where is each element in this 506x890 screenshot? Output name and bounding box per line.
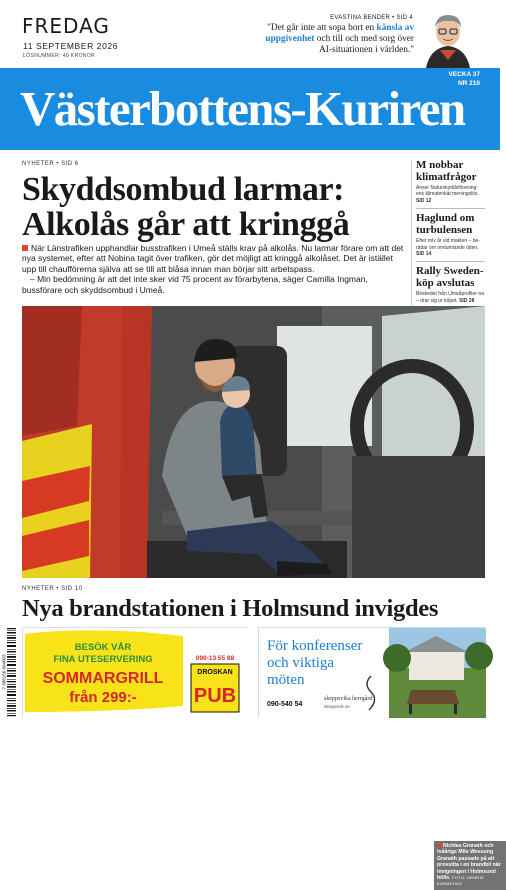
main-headline-line1: Skyddsombud larmar: (22, 171, 345, 208)
ad-right-brand-url: skeppsvik.se (324, 704, 350, 709)
barcode-number: 7 388156 604003 (1, 654, 7, 690)
rail-item-title: M nobbar klimatfrågor (416, 159, 477, 183)
ad-right-line1: För konferenser (267, 638, 363, 654)
issue-price: LÖSNUMMER: 40 KRONOR (23, 53, 96, 59)
ad-sommargrill[interactable] (22, 627, 248, 717)
newspaper-title[interactable]: Västerbottens-Kuriren (20, 81, 465, 136)
photo-credit: FOTO: HENRIK KARMEHAG (437, 875, 484, 887)
issue-number (448, 70, 480, 88)
barcode (2, 626, 16, 718)
columnist-portrait[interactable] (418, 10, 478, 68)
teaser-quote-end: och till och med sorg över AI-situationen i världen." (314, 34, 414, 55)
rail-item-page: SID 12 (416, 197, 432, 204)
issue-nr: NR 210 (457, 80, 480, 87)
rail-item[interactable] (416, 213, 485, 262)
photo-caption (434, 841, 506, 890)
ad-left-line3: SOMMARGRILL (42, 670, 164, 687)
photo-caption-text: Nichlas Granath och tvåårige Milo Wessung Granath passade på att provsitta i en brandbil när invigningen i Holmsund hölls. (437, 843, 501, 882)
ad-right-line3: möten (267, 672, 305, 688)
ad-left-brand-top: DROSKAN (197, 669, 233, 676)
rail-item-text: Beskedet från Umeåprofiler-na – drar sig ur köpet. SID 28 (416, 291, 485, 304)
rail-item[interactable] (416, 266, 485, 309)
ad-skeppsvika[interactable] (258, 627, 485, 717)
right-rail (411, 160, 485, 313)
top-bar (0, 0, 500, 68)
main-story-kicker: NYHETER • SID 6 (22, 161, 79, 167)
ad-right-brand: skeppsvika herrgård (324, 696, 373, 702)
ad-right-phone: 090-540 54 (267, 701, 303, 708)
main-headline-line2: Alkolås går att kringgå (22, 206, 350, 243)
rail-item-text: Efter tolv år vid makten – be-rättar om omtumlande tiden. SID 14 (416, 238, 480, 258)
masthead (0, 68, 500, 150)
red-bullet-icon (22, 245, 28, 251)
issue-week: VECKA 37 (448, 71, 480, 78)
ad-left-line1: BESÖK VÅR (74, 642, 132, 653)
teaser-kicker: EVASTINA BENDER • SID 4 (330, 15, 413, 21)
ad-left-phone: 090-13 55 88 (195, 655, 235, 662)
teaser-quote-highlight: känsla av uppgivenhet (265, 23, 414, 44)
rail-item[interactable] (416, 160, 485, 209)
rail-item-title: Rally Sweden-köp avslutas (416, 265, 484, 289)
lead-paragraph-1: När Länstrafiken upphandlar busstrafiken i Umeå ställs krav på alkolås. Nu larmar förare om att det nya systemet, efter att Nobina tagit över trafiken, gör det möjligt att kringgå alkolåset. Det är istället upp till chaufförerna själva att se till att blåsa innan man börjar sitt arbetspass. (22, 243, 404, 274)
rail-item-text: Anser Naturskyddsförening-ens klimatenkät meningslös. SID 12 (416, 185, 479, 204)
issue-date: 11 SEPTEMBER 2026 (23, 41, 119, 51)
second-headline[interactable]: Nya brandstationen i Holmsund invigdes (22, 595, 439, 622)
main-story-lead (22, 243, 408, 295)
teaser-quote[interactable] (262, 23, 414, 56)
rail-item-page: SID 14 (416, 251, 432, 258)
rail-item-title: Haglund om turbulensen (416, 212, 475, 236)
ad-left-brand-bottom: PUB (193, 685, 237, 707)
ad-left-line4: från 299:- (69, 689, 137, 706)
second-story-kicker: NYHETER • SID 10 (22, 586, 83, 592)
ad-right-line2: och viktiga (267, 655, 335, 671)
ad-left-line2: FINA UTESERVERING (53, 654, 153, 665)
weekday: FREDAG (22, 14, 110, 38)
rail-item-page: SID 28 (459, 297, 475, 304)
red-bullet-icon (437, 843, 441, 847)
lead-paragraph-2: – Min bedömning är att det inte sker vid 75 procent av förarbytena, säger Camilla Ingman, bussförare och skyddsombud i Umeå. (22, 274, 368, 295)
main-headline[interactable] (22, 172, 408, 242)
teaser-quote-start: "Det går inte att sopa bort en (267, 23, 377, 33)
